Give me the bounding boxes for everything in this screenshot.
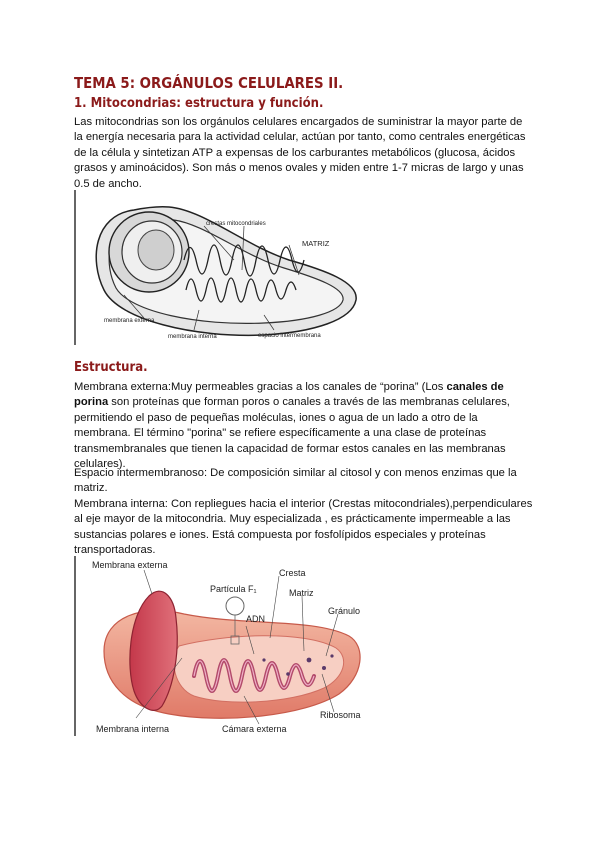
fig2-label-granulo: Gránulo: [328, 606, 361, 616]
fig2-label-ribosoma: Ribosoma: [320, 710, 361, 720]
membrana-externa-lead: Membrana externa:Muy permeables gracias a los canales de “porina” (Los: [74, 381, 447, 393]
paragraph-membrana-externa: [74, 380, 534, 472]
fig2-label-particula: Partícula F₁: [210, 584, 257, 594]
mitochondrion-bw-diagram: [74, 190, 364, 345]
section-heading-estructura: Estructura.: [74, 360, 148, 375]
fig1-label-crestas: crestas mitocondriales: [206, 221, 266, 227]
fig2-label-camara-externa: Cámara externa: [222, 724, 287, 734]
fig2-label-matriz: Matriz: [289, 588, 314, 598]
fig1-label-membrana-interna: membrana interna: [168, 334, 217, 340]
fig2-label-membrana-externa: Membrana externa: [92, 560, 168, 570]
fig2-label-membrana-interna: Membrana interna: [96, 724, 170, 734]
fig1-label-membrana-externa: membrana externa: [104, 318, 155, 324]
fig1-label-espacio: espacio intermembrana: [258, 333, 321, 339]
fig2-label-cresta: Cresta: [279, 568, 306, 578]
fig1-label-matriz: MATRIZ: [302, 239, 330, 248]
fig2-label-adn: ADN: [246, 614, 266, 624]
membrana-externa-rest: son proteínas que forman poros o canales a través de las membranas celulares, permitiendo el paso de pequeñas moléculas, iones o agua de un lado a otro de la membrana. El término "porina" se refiere específicamente a una clase de proteínas transmembranales que tienen la capacidad de formar estos canales en las membranas celulares).: [74, 396, 510, 471]
membrana-externa-bold: canales de porina: [74, 381, 504, 409]
mitochondrion-color-diagram: [74, 556, 374, 736]
paragraph-membrana-interna: Membrana interna: Con repliegues hacia el interior (Crestas mitocondriales),perpendiculares al eje mayor de la mitocondria. Muy especializada , es prácticamente impermeable a las sustancias polares e iones. Está compuesta por fosfolípidos especiales y proteínas transportadoras.: [74, 498, 533, 557]
paragraph-espacio-intermembranoso: Espacio intermembranoso: De composición similar al citosol y con menos enzimas que la matriz.: [74, 467, 517, 495]
intro-paragraph: Las mitocondrias son los orgánulos celulares encargados de suministrar la mayor parte de la energía necesaria para la actividad celular, actúan por tanto, como centrales energéticas de la célula y sintetizan ATP a expensas de los carburantes metabólicos (glucosa, ácidos grasos y aminoácidos). Son más o menos ovales y miden entre 1-7 micras de largo y unas 0.5 de ancho.: [74, 116, 526, 190]
section-heading-mitocondrias: 1. Mitocondrias: estructura y función.: [74, 96, 324, 111]
page-title: TEMA 5: ORGÁNULOS CELULARES II.: [74, 74, 344, 92]
